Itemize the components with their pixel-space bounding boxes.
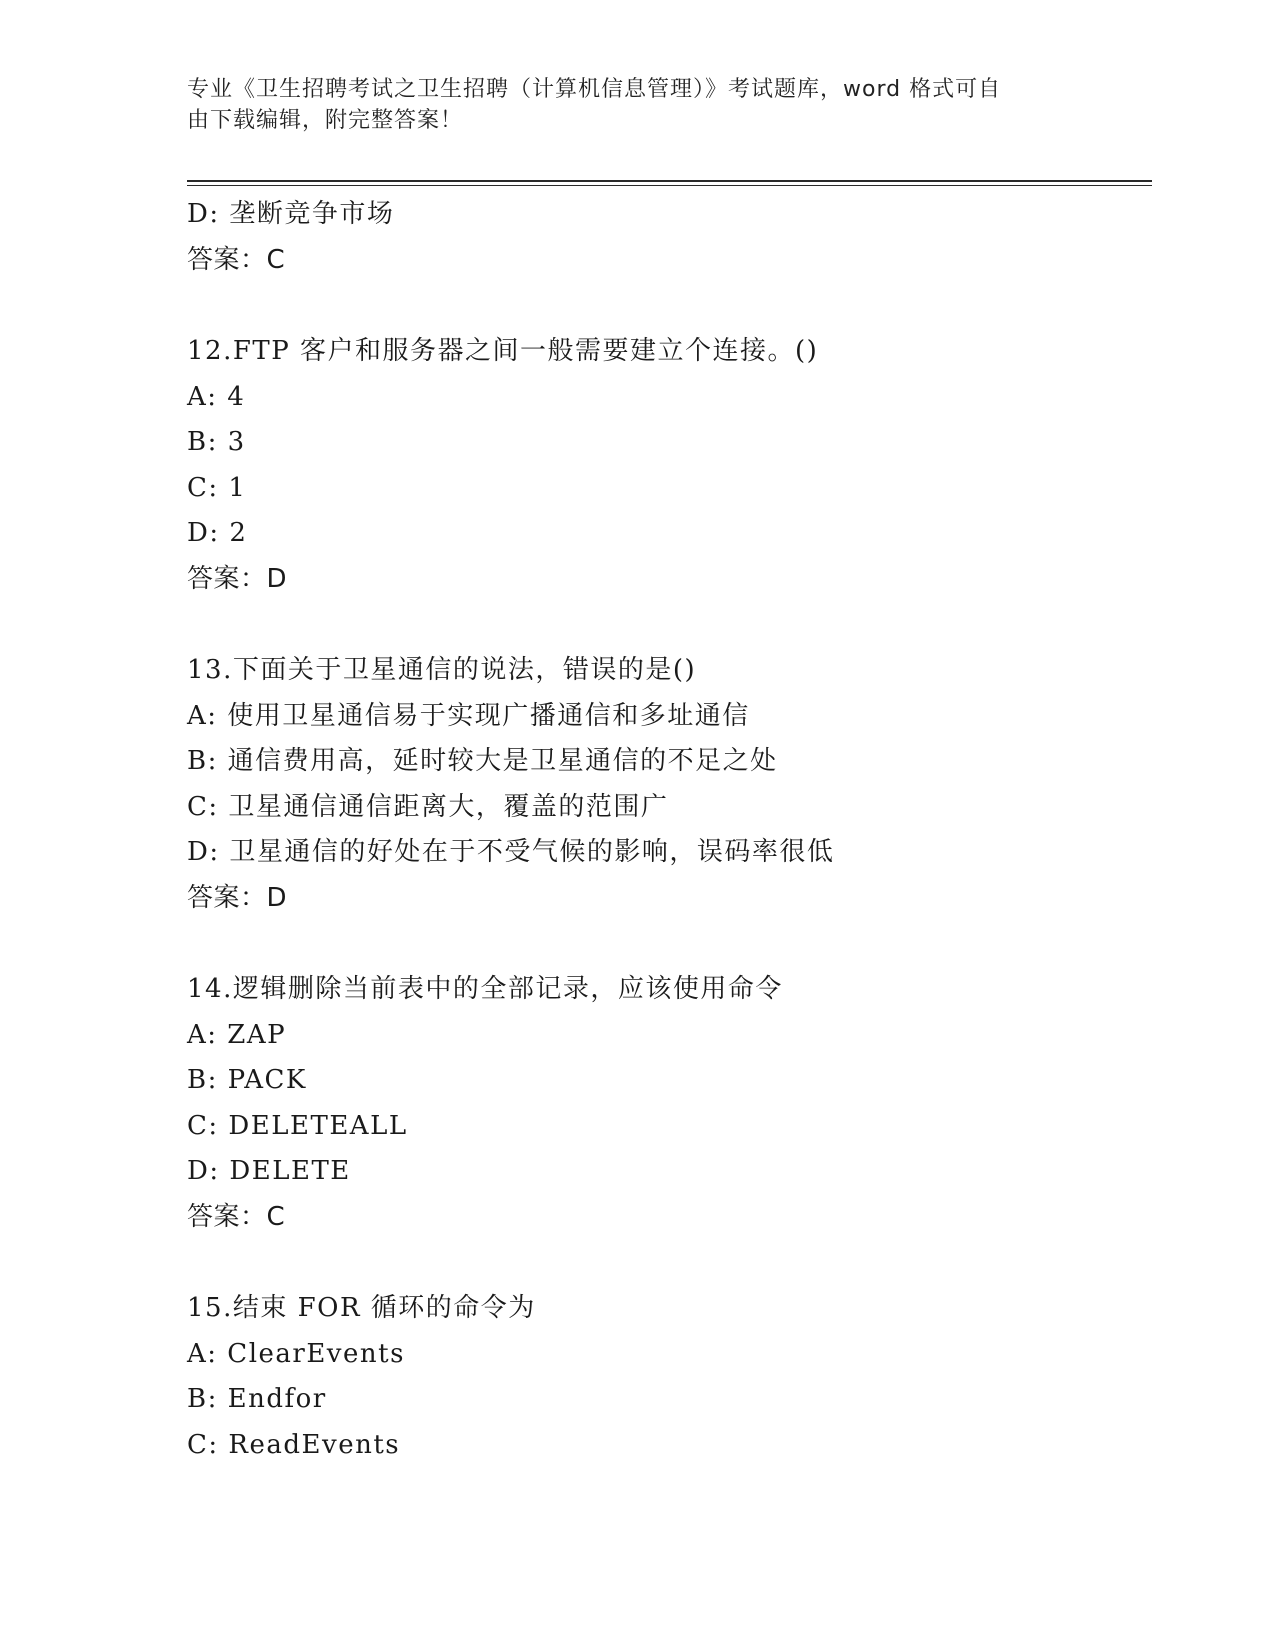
question-13 bbox=[187, 648, 1152, 921]
option-d: D: 2 bbox=[187, 518, 248, 548]
question-list bbox=[187, 192, 1152, 1468]
spacer bbox=[187, 602, 1152, 648]
answer: 答案：C bbox=[187, 1201, 286, 1232]
spacer bbox=[187, 921, 1152, 967]
option-a: A: 4 bbox=[187, 381, 246, 412]
header-divider-thick bbox=[187, 180, 1152, 182]
option-c: C: 卫星通信通信距离大，覆盖的范围广 bbox=[187, 791, 669, 822]
answer: 答案：D bbox=[187, 563, 288, 594]
answer: 答案：D bbox=[187, 882, 288, 913]
option-d: D: 卫星通信的好处在于不受气候的影响，误码率很低 bbox=[187, 837, 835, 867]
question-15 bbox=[187, 1286, 1152, 1468]
question-14 bbox=[187, 967, 1152, 1240]
header-line-1: 专业《卫生招聘考试之卫生招聘（计算机信息管理）》考试题库，word 格式可自 bbox=[187, 77, 1002, 102]
question-stem: 14.逻辑删除当前表中的全部记录，应该使用命令 bbox=[187, 974, 783, 1004]
option-c: C: ReadEvents bbox=[187, 1429, 401, 1460]
option-c: C: 1 bbox=[187, 472, 247, 503]
option-b: B: 3 bbox=[187, 427, 246, 457]
answer-continued: 答案：C bbox=[187, 244, 286, 275]
option-c: C: DELETEALL bbox=[187, 1110, 408, 1141]
option-a: A: ZAP bbox=[187, 1019, 287, 1050]
header-divider-thin bbox=[187, 185, 1152, 186]
option-b: B: Endfor bbox=[187, 1384, 327, 1414]
option-b: B: PACK bbox=[187, 1065, 307, 1095]
question-12 bbox=[187, 329, 1152, 602]
option-d-continued: D: 垄断竞争市场 bbox=[187, 199, 395, 229]
document-header bbox=[187, 74, 1067, 136]
question-stem: 12.FTP 客户和服务器之间一般需要建立个连接。() bbox=[187, 336, 819, 366]
option-a: A: ClearEvents bbox=[187, 1338, 405, 1369]
header-line-2: 由下载编辑，附完整答案！ bbox=[187, 108, 464, 133]
option-d: D: DELETE bbox=[187, 1156, 351, 1186]
spacer bbox=[187, 1240, 1152, 1286]
spacer bbox=[187, 283, 1152, 329]
question-stem: 15.结束 FOR 循环的命令为 bbox=[187, 1293, 536, 1323]
option-b: B: 通信费用高，延时较大是卫星通信的不足之处 bbox=[187, 746, 778, 776]
option-a: A: 使用卫星通信易于实现广播通信和多址通信 bbox=[187, 700, 750, 731]
question-stem: 13.下面关于卫星通信的说法，错误的是() bbox=[187, 655, 697, 685]
